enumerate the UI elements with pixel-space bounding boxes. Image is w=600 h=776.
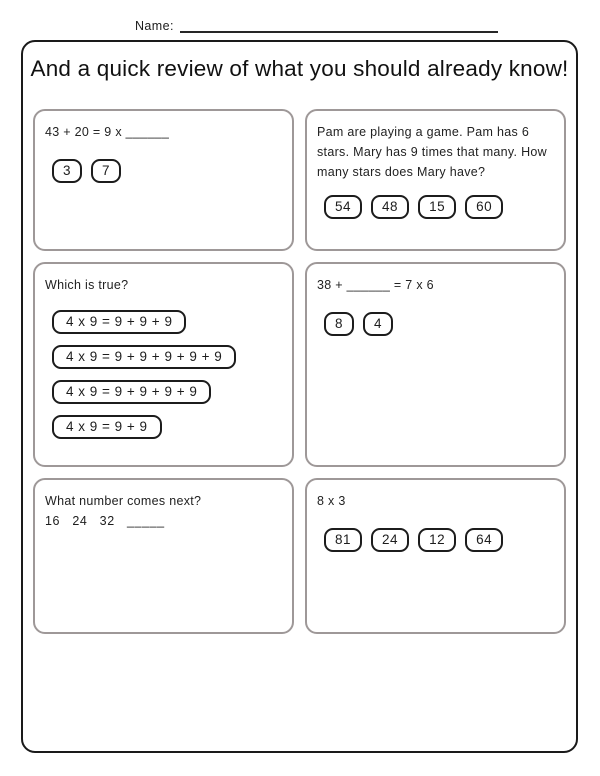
problem-1-question: 43 + 20 = 9 x ______ (45, 125, 170, 139)
problem-box-2 (305, 109, 566, 251)
answer-choice[interactable]: 12 (418, 528, 456, 552)
name-label: Name: (135, 19, 174, 33)
answer-choice[interactable]: 4 (363, 312, 393, 336)
problem-box-4 (305, 262, 566, 467)
answer-choice[interactable]: 81 (324, 528, 362, 552)
problem-1-choices (52, 159, 282, 183)
problem-6-choices (324, 528, 554, 552)
answer-choice[interactable]: 4 x 9 = 9 + 9 + 9 + 9 (52, 380, 211, 404)
name-blank-line[interactable] (180, 18, 498, 33)
problem-5-question: What number comes next? (45, 494, 202, 508)
answer-choice[interactable]: 4 x 9 = 9 + 9 (52, 415, 162, 439)
problem-3-question: Which is true? (45, 278, 129, 292)
problem-4-question: 38 + ______ = 7 x 6 (317, 278, 434, 292)
problem-2-choices (324, 195, 554, 219)
problem-box-6 (305, 478, 566, 634)
worksheet-title: And a quick review of what you should already know! (30, 56, 569, 81)
problem-4-choices (324, 312, 554, 336)
worksheet-sheet (21, 40, 578, 753)
problem-6-question: 8 x 3 (317, 494, 346, 508)
answer-choice[interactable]: 24 (371, 528, 409, 552)
answer-choice[interactable]: 7 (91, 159, 121, 183)
problem-box-1 (33, 109, 294, 251)
answer-choice[interactable]: 4 x 9 = 9 + 9 + 9 (52, 310, 186, 334)
problems-grid (33, 109, 566, 634)
answer-choice[interactable]: 3 (52, 159, 82, 183)
problem-3-choices (52, 310, 282, 439)
problem-5-sequence: 16 24 32 _____ (45, 514, 165, 528)
problem-box-3 (33, 262, 294, 467)
answer-choice[interactable]: 54 (324, 195, 362, 219)
name-row (135, 18, 498, 33)
problem-box-5 (33, 478, 294, 634)
answer-choice[interactable]: 15 (418, 195, 456, 219)
problem-2-question: Pam are playing a game. Pam has 6 stars. Mary has 9 times that many. How many stars does Mary have? (317, 125, 547, 179)
answer-choice[interactable]: 60 (465, 195, 503, 219)
answer-choice[interactable]: 48 (371, 195, 409, 219)
answer-choice[interactable]: 64 (465, 528, 503, 552)
answer-choice[interactable]: 4 x 9 = 9 + 9 + 9 + 9 + 9 (52, 345, 236, 369)
answer-choice[interactable]: 8 (324, 312, 354, 336)
